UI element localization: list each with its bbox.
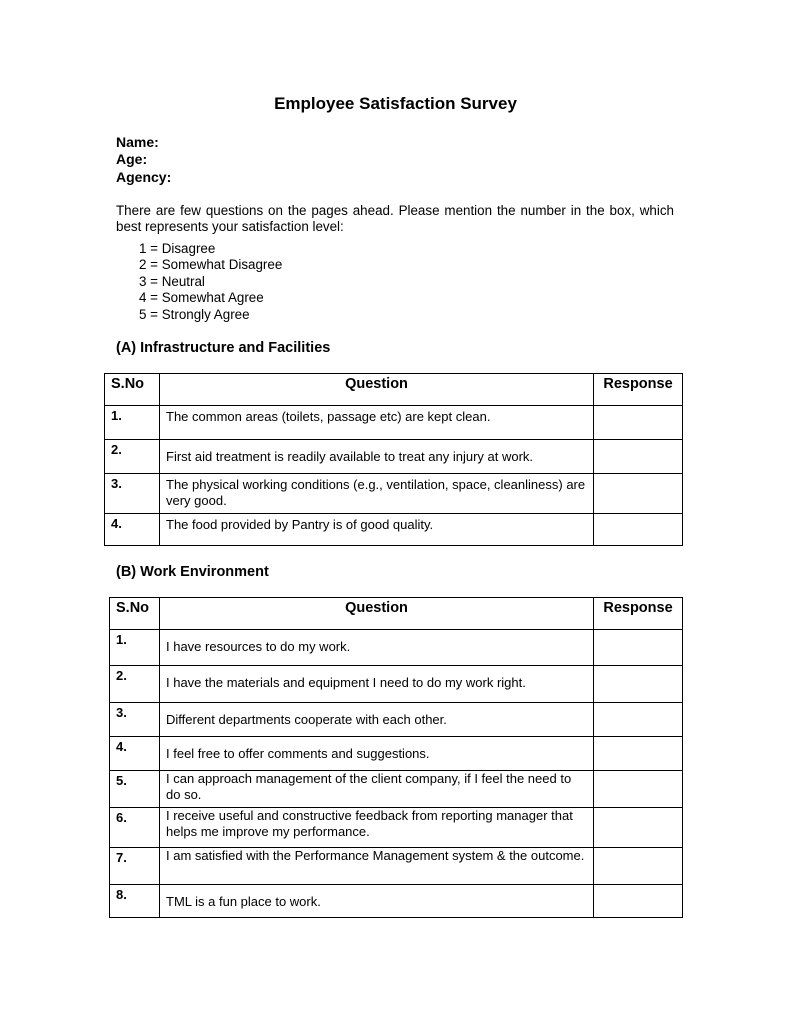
response-box[interactable] — [593, 884, 683, 918]
question-text: Different departments cooperate with each other. — [159, 702, 593, 736]
question-text: I have resources to do my work. — [159, 629, 593, 665]
row-number: 5. — [109, 770, 159, 807]
row-number: 4. — [109, 736, 159, 770]
survey-title: Employee Satisfaction Survey — [274, 94, 517, 113]
response-box[interactable] — [593, 847, 683, 884]
table-row — [104, 513, 683, 546]
column-header-response: Response — [593, 597, 683, 629]
column-header-sno: S.No — [109, 597, 159, 629]
section-b-title: (B) Work Environment — [116, 564, 269, 580]
question-text: The common areas (toilets, passage etc) are kept clean. — [159, 405, 593, 439]
row-number: 8. — [109, 884, 159, 918]
response-box[interactable] — [593, 405, 683, 439]
table-row — [109, 847, 683, 884]
response-box[interactable] — [593, 513, 683, 546]
question-text: First aid treatment is readily available to treat any injury at work. — [159, 439, 593, 473]
column-header-sno: S.No — [104, 373, 159, 405]
scale-item: 5 = Strongly Agree — [139, 306, 250, 322]
table-row — [104, 473, 683, 513]
question-text: I receive useful and constructive feedback from reporting manager that helps me improve my performance. — [159, 807, 593, 847]
row-number: 7. — [109, 847, 159, 884]
question-text: I can approach management of the client company, if I feel the need to do so. — [159, 770, 593, 807]
question-text: I am satisfied with the Performance Management system & the outcome. — [159, 847, 593, 884]
response-box[interactable] — [593, 665, 683, 702]
response-box[interactable] — [593, 736, 683, 770]
scale-item: 1 = Disagree — [139, 241, 216, 256]
column-header-response: Response — [593, 373, 683, 405]
row-number: 4. — [104, 513, 159, 546]
intro-paragraph: There are few questions on the pages ahead. Please mention the number in the box, which best represents your satisfaction level: — [116, 203, 674, 234]
row-number: 2. — [109, 665, 159, 702]
age-label: Age: — [116, 151, 148, 167]
row-number: 2. — [104, 439, 159, 473]
row-number: 1. — [109, 629, 159, 665]
agency-label: Agency: — [116, 169, 172, 185]
table-row — [109, 807, 683, 847]
question-text: I feel free to offer comments and suggestions. — [159, 736, 593, 770]
section-a-table — [104, 373, 683, 546]
response-box[interactable] — [593, 439, 683, 473]
scale-item: 2 = Somewhat Disagree — [139, 257, 283, 273]
table-row — [109, 665, 683, 702]
column-header-question: Question — [159, 373, 593, 405]
scale-item: 4 = Somewhat Agree — [139, 290, 264, 306]
name-label: Name: — [116, 134, 159, 150]
response-box[interactable] — [593, 473, 683, 513]
table-header-row — [109, 597, 683, 629]
row-number: 1. — [104, 405, 159, 439]
row-number: 6. — [109, 807, 159, 847]
table-row — [109, 702, 683, 736]
table-row — [109, 629, 683, 665]
column-header-question: Question — [159, 597, 593, 629]
question-text: TML is a fun place to work. — [159, 884, 593, 918]
question-text: I have the materials and equipment I need to do my work right. — [159, 665, 593, 702]
question-text: The physical working conditions (e.g., ventilation, space, cleanliness) are very good. — [159, 473, 593, 513]
response-box[interactable] — [593, 702, 683, 736]
table-row — [104, 439, 683, 473]
rating-scale-list — [139, 241, 282, 323]
row-number: 3. — [109, 702, 159, 736]
table-row — [109, 884, 683, 918]
table-row — [109, 770, 683, 807]
section-a-title: (A) Infrastructure and Facilities — [116, 340, 331, 356]
row-number: 3. — [104, 473, 159, 513]
response-box[interactable] — [593, 807, 683, 847]
table-header-row — [104, 373, 683, 405]
section-b-table — [109, 597, 683, 918]
response-box[interactable] — [593, 770, 683, 807]
table-row — [104, 405, 683, 439]
question-text: The food provided by Pantry is of good quality. — [159, 513, 593, 546]
scale-item: 3 = Neutral — [139, 273, 205, 289]
response-box[interactable] — [593, 629, 683, 665]
table-row — [109, 736, 683, 770]
